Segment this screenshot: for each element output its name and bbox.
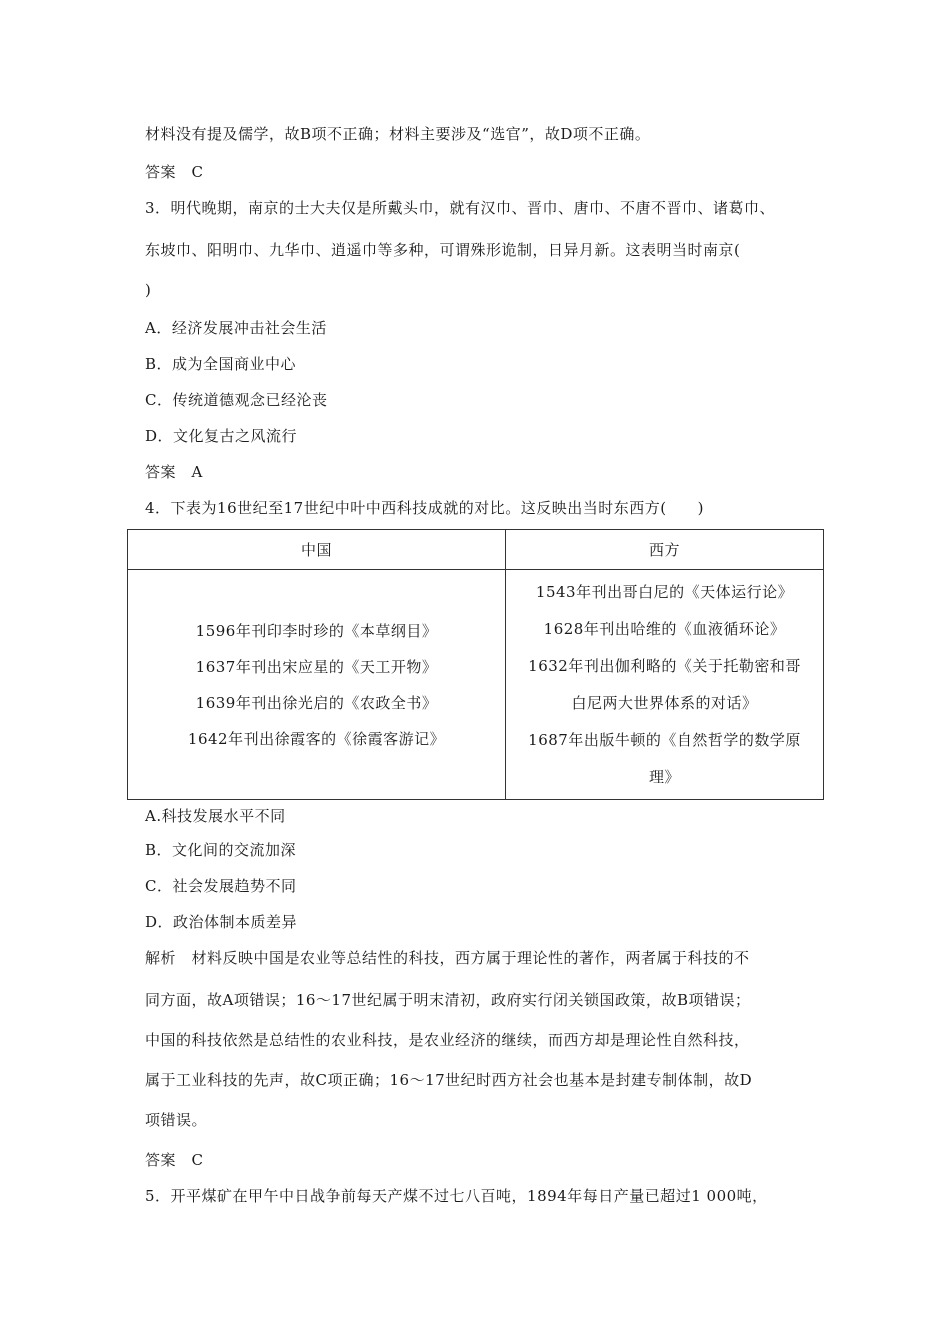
west-item: 1632年刊出伽利略的《关于托勒密和哥 <box>528 656 801 675</box>
header-west: 西方 <box>506 530 824 570</box>
answer-line: 答案 C <box>145 1151 204 1169</box>
answer-line: 答案 A <box>145 463 203 481</box>
west-item: 1543年刊出哥白尼的《天体运行论》 <box>535 582 794 601</box>
option-c: C．社会发展趋势不同 <box>145 877 297 895</box>
text-line: 材料没有提及儒学，故B项不正确；材料主要涉及“选官”，故D项不正确。 <box>145 125 651 143</box>
question-3-line: 东坡巾、阳明巾、九华巾、逍遥巾等多种，可谓殊形诡制，日异月新。这表明当时南京( <box>145 241 741 259</box>
china-item: 1639年刊出徐光启的《农政全书》 <box>195 693 438 712</box>
option-d: D．文化复古之风流行 <box>145 427 298 445</box>
analysis-line: 中国的科技依然是总结性的农业科技，是农业经济的继续，而西方却是理论性自然科技， <box>145 1031 750 1049</box>
option-c: C．传统道德观念已经沦丧 <box>145 391 328 409</box>
option-a: A.科技发展水平不同 <box>145 807 286 825</box>
west-item: 1687年出版牛顿的《自然哲学的数学原 <box>528 730 801 749</box>
west-item: 理》 <box>648 767 680 786</box>
china-item: 1596年刊印李时珍的《本草纲目》 <box>195 621 438 640</box>
header-china: 中国 <box>128 530 506 570</box>
china-item: 1637年刊出宋应星的《天工开物》 <box>195 657 438 676</box>
question-5-line: 5．开平煤矿在甲午中日战争前每天产煤不过七八百吨，1894年每日产量已超过1 000吨， <box>145 1187 768 1205</box>
option-d: D．政治体制本质差异 <box>145 913 298 931</box>
west-item: 1628年刊出哈维的《血液循环论》 <box>543 619 786 638</box>
option-a: A．经济发展冲击社会生活 <box>145 319 327 337</box>
analysis-line: 同方面，故A项错误；16～17世纪属于明末清初，政府实行闭关锁国政策，故B项错误； <box>145 991 751 1009</box>
question-4-line: 4．下表为16世纪至17世纪中叶中西科技成就的对比。这反映出当时东西方( ) <box>145 499 704 517</box>
west-item: 白尼两大世界体系的对话》 <box>571 693 758 712</box>
west-cell <box>506 570 824 800</box>
analysis-line: 项错误。 <box>145 1111 208 1129</box>
table-row <box>128 570 824 800</box>
option-b: B．成为全国商业中心 <box>145 355 297 373</box>
table-header-row <box>128 530 824 570</box>
analysis-line: 解析 材料反映中国是农业等总结性的科技，西方属于理论性的著作，两者属于科技的不 <box>145 949 750 967</box>
analysis-line: 属于工业科技的先声，故C项正确；16～17世纪时西方社会也基本是封建专制体制，故D <box>145 1071 753 1089</box>
question-3-line: 3．明代晚期，南京的士大夫仅是所戴头巾，就有汉巾、晋巾、唐巾、不唐不晋巾、诸葛巾、 <box>145 199 776 217</box>
question-3-line: ) <box>145 281 152 299</box>
comparison-table <box>127 529 824 800</box>
china-cell <box>128 570 506 800</box>
answer-line: 答案 C <box>145 163 204 181</box>
option-b: B．文化间的交流加深 <box>145 841 297 859</box>
china-item: 1642年刊出徐霞客的《徐霞客游记》 <box>187 729 446 748</box>
